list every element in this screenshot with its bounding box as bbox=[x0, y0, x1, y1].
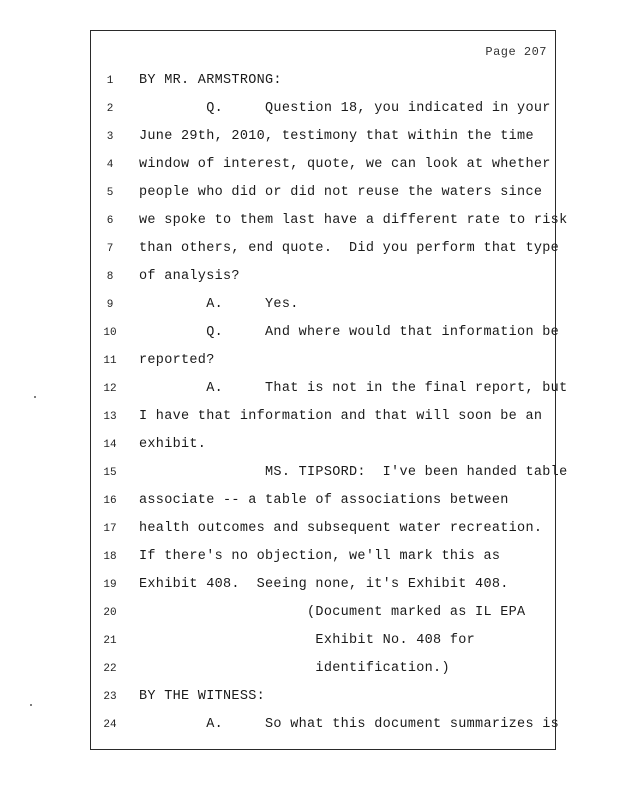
transcript-line bbox=[91, 487, 555, 515]
transcript-line bbox=[91, 179, 555, 207]
line-number: 12 bbox=[103, 383, 117, 395]
transcript-line bbox=[91, 207, 568, 235]
scan-speck bbox=[30, 704, 32, 706]
line-number: 18 bbox=[103, 551, 117, 563]
transcript-line bbox=[91, 375, 568, 403]
line-text: we spoke to them last have a different rate to risk bbox=[139, 213, 568, 228]
line-text: BY THE WITNESS: bbox=[139, 689, 266, 704]
page-number: Page 207 bbox=[485, 45, 547, 59]
line-number: 14 bbox=[103, 439, 117, 451]
line-text: A. So what this document summarizes is bbox=[139, 717, 560, 732]
line-text: than others, end quote. Did you perform that type bbox=[139, 241, 560, 256]
line-text: MS. TIPSORD: I've been handed table bbox=[139, 465, 568, 480]
line-text: I have that information and that will soon be an bbox=[139, 409, 543, 424]
line-number: 16 bbox=[103, 495, 117, 507]
transcript-line bbox=[91, 291, 555, 319]
line-number: 17 bbox=[103, 523, 117, 535]
line-number: 3 bbox=[106, 131, 114, 143]
transcript-line bbox=[91, 95, 555, 123]
transcript-line bbox=[91, 627, 555, 655]
line-number: 23 bbox=[103, 691, 117, 703]
line-text: identification.) bbox=[139, 661, 450, 676]
line-text: reported? bbox=[139, 353, 215, 368]
line-text: June 29th, 2010, testimony that within the time bbox=[139, 129, 534, 144]
line-text: window of interest, quote, we can look at whether bbox=[139, 157, 551, 172]
transcript-line bbox=[91, 319, 560, 347]
line-number: 9 bbox=[106, 299, 114, 311]
line-text: BY MR. ARMSTRONG: bbox=[139, 73, 282, 88]
line-number: 6 bbox=[106, 215, 114, 227]
transcript-line bbox=[91, 515, 555, 543]
transcript-line bbox=[91, 263, 555, 291]
transcript-line bbox=[91, 67, 555, 95]
transcript-line bbox=[91, 655, 555, 683]
transcript-line bbox=[91, 683, 555, 711]
transcript-line bbox=[91, 123, 555, 151]
line-text: Exhibit 408. Seeing none, it's Exhibit 408. bbox=[139, 577, 509, 592]
transcript-line bbox=[91, 347, 555, 375]
line-text: Q. And where would that information be bbox=[139, 325, 560, 340]
line-number: 13 bbox=[103, 411, 117, 423]
transcript-line bbox=[91, 711, 560, 739]
line-text: (Document marked as IL EPA bbox=[139, 605, 526, 620]
line-text: people who did or did not reuse the waters since bbox=[139, 185, 543, 200]
line-number: 19 bbox=[103, 579, 117, 591]
line-number: 10 bbox=[103, 327, 117, 339]
line-text: health outcomes and subsequent water recreation. bbox=[139, 521, 543, 536]
transcript-lines bbox=[91, 67, 568, 739]
line-number: 22 bbox=[103, 663, 117, 675]
line-number: 1 bbox=[106, 75, 114, 87]
line-text: If there's no objection, we'll mark this as bbox=[139, 549, 501, 564]
line-text: Exhibit No. 408 for bbox=[139, 633, 476, 648]
line-number: 8 bbox=[106, 271, 114, 283]
line-text: exhibit. bbox=[139, 437, 207, 452]
line-text: Q. Question 18, you indicated in your bbox=[139, 101, 551, 116]
transcript-line bbox=[91, 151, 555, 179]
line-text: A. That is not in the final report, but bbox=[139, 381, 568, 396]
line-number: 5 bbox=[106, 187, 114, 199]
transcript-line bbox=[91, 543, 555, 571]
line-number: 15 bbox=[103, 467, 117, 479]
transcript-line bbox=[91, 459, 568, 487]
line-text: of analysis? bbox=[139, 269, 240, 284]
line-number: 2 bbox=[106, 103, 114, 115]
line-number: 7 bbox=[106, 243, 114, 255]
transcript-line bbox=[91, 431, 555, 459]
line-number: 21 bbox=[103, 635, 117, 647]
line-number: 20 bbox=[103, 607, 117, 619]
line-text: A. Yes. bbox=[139, 297, 299, 312]
line-number: 11 bbox=[103, 355, 117, 367]
transcript-line bbox=[91, 571, 555, 599]
transcript-page bbox=[90, 30, 568, 750]
line-number: 24 bbox=[103, 719, 117, 731]
transcript-line bbox=[91, 403, 555, 431]
transcript-line bbox=[91, 599, 555, 627]
transcript-line bbox=[91, 235, 560, 263]
line-number: 4 bbox=[106, 159, 114, 171]
scan-speck bbox=[34, 396, 36, 398]
line-text: associate -- a table of associations between bbox=[139, 493, 509, 508]
